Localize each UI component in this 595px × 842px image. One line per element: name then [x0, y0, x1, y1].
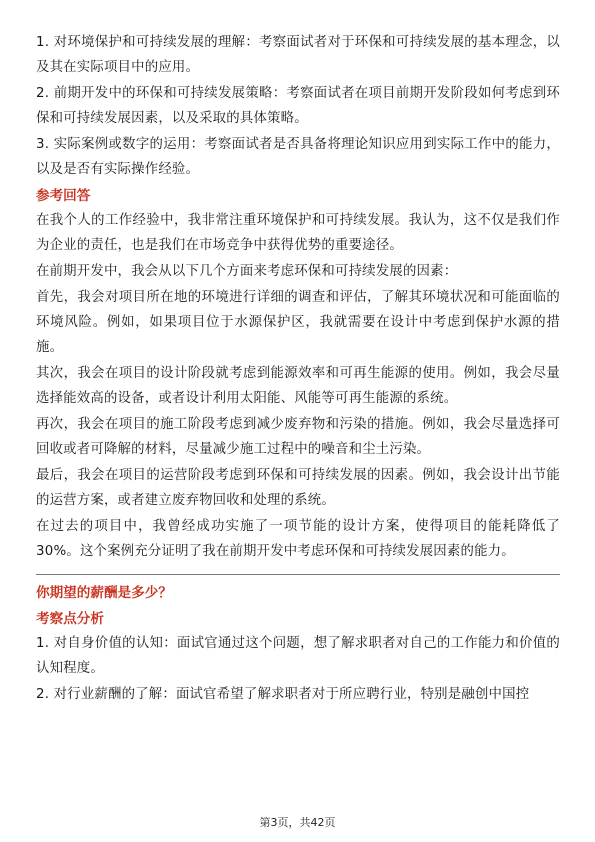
analysis-point-industry-salary: 2. 对行业薪酬的了解：面试官希望了解求职者对于所应聘行业，特别是融创中国控: [36, 687, 530, 702]
section-divider: [36, 574, 560, 575]
answer-paragraph-last: 最后，我会在项目的运营阶段考虑到环保和可持续发展的因素。例如，我会设计出节能的运营方案，或者建立废弃物回收和处理的系统。: [36, 468, 560, 508]
answer-paragraph-first: 首先，我会对项目所在地的环境进行详细的调查和评估，了解其环境状况和可能面临的环境风险。例如，如果项目位于水源保护区，我就需要在设计中考虑到保护水源的措施。: [36, 290, 560, 355]
answer-paragraph-second: 其次，我会在项目的设计阶段就考虑到能源效率和可再生能源的使用。例如，我会尽量选择能效高的设备，或者设计利用太阳能、风能等可再生能源的系统。: [36, 366, 560, 406]
point-environment-understanding: 1. 对环境保护和可持续发展的理解：考察面试者对于环保和可持续发展的基本理念，以及其在实际项目中的应用。: [36, 35, 560, 75]
answer-paragraph-third: 再次，我会在项目的施工阶段考虑到减少废弃物和污染的措施。例如，我会尽量选择可回收或者可降解的材料，尽量减少施工过程中的噪音和尘土污染。: [36, 417, 560, 457]
answer-paragraph-intro: 在我个人的工作经验中，我非常注重环境保护和可持续发展。我认为，这不仅是我们作为企业的责任，也是我们在市场竞争中获得优势的重要途径。: [36, 213, 560, 253]
analysis-heading: 考察点分析: [36, 611, 104, 627]
answer-paragraph-case: 在过去的项目中，我曾经成功实施了一项节能的设计方案，使得项目的能耗降低了30%。这个案例充分证明了我在前期开发中考虑环保和可持续发展因素的能力。: [36, 519, 560, 559]
page-footer: 第3页，共42页: [259, 816, 336, 829]
point-early-development-strategy: 2. 前期开发中的环保和可持续发展策略：考察面试者在项目前期开发阶段如何考虑到环保和可持续发展因素，以及采取的具体策略。: [36, 86, 560, 126]
salary-question: 你期望的薪酬是多少？: [36, 585, 172, 601]
point-case-application: 3. 实际案例或数字的运用：考察面试者是否具备将理论知识应用到实际工作中的能力，以及是否有实际操作经验。: [36, 137, 560, 177]
reference-answer-heading: 参考回答: [36, 188, 91, 204]
document-body: [36, 30, 560, 708]
analysis-point-self-value: 1. 对自身价值的认知：面试官通过这个问题，想了解求职者对自己的工作能力和价值的认知程度。: [36, 636, 560, 676]
answer-paragraph-factors: 在前期开发中，我会从以下几个方面来考虑环保和可持续发展的因素：: [36, 264, 458, 279]
